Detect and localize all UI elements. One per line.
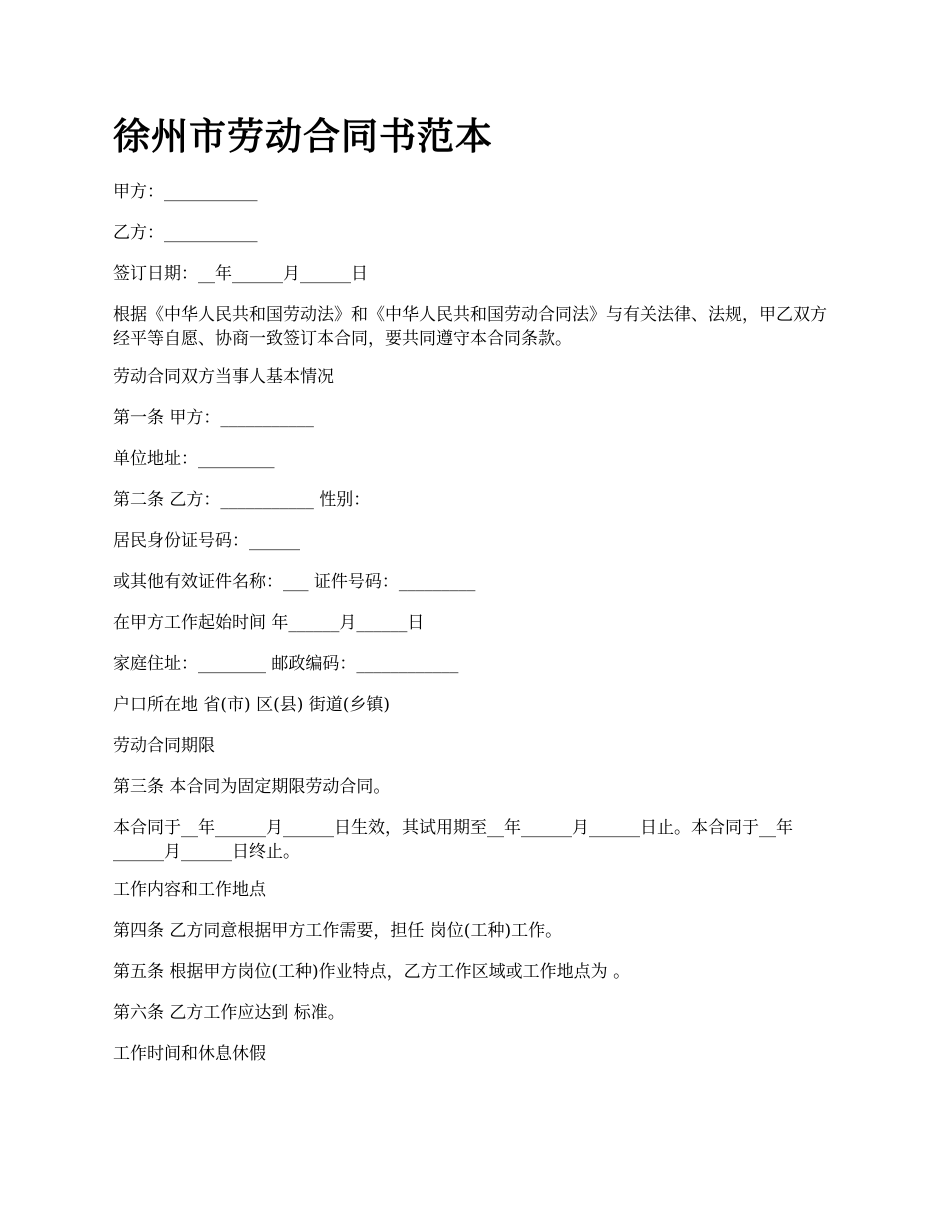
section-heading-hours: 工作时间和休息休假 (113, 1044, 266, 1064)
id-number-line: 居民身份证号码：______ (113, 531, 300, 551)
contract-period-paragraph: 本合同于__年______月______日生效，其试用期至__年______月______日止。本合同于__年______月______日终止。 (113, 818, 793, 862)
article-2-line: 第二条 乙方：___________ 性别： (113, 490, 371, 510)
document-title: 徐州市劳动合同书范本 (113, 114, 493, 158)
home-address-line: 家庭住址：________ 邮政编码：____________ (113, 654, 459, 674)
household-registration-line: 户口所在地 省(市) 区(县) 街道(乡镇) (113, 695, 391, 715)
article-5-line: 第五条 根据甲方岗位(工种)作业特点，乙方工作区域或工作地点为 。 (113, 962, 631, 982)
signing-date-line: 签订日期：__年______月______日 (113, 264, 368, 284)
start-date-line: 在甲方工作起始时间 年______月______日 (113, 613, 425, 633)
section-heading-term: 劳动合同期限 (113, 736, 215, 756)
article-3-line: 第三条 本合同为固定期限劳动合同。 (113, 777, 391, 797)
article-6-line: 第六条 乙方工作应达到 标准。 (113, 1003, 345, 1023)
party-b-line: 乙方：___________ (113, 223, 258, 243)
article-4-line: 第四条 乙方同意根据甲方工作需要，担任 岗位(工种)工作。 (113, 921, 563, 941)
party-a-line: 甲方：___________ (113, 182, 258, 202)
other-id-line: 或其他有效证件名称：___ 证件号码：_________ (113, 572, 476, 592)
article-1-line: 第一条 甲方：___________ (113, 408, 314, 428)
section-heading-parties: 劳动合同双方当事人基本情况 (113, 367, 334, 387)
preamble-paragraph: 根据《中华人民共和国劳动法》和《中华人民共和国劳动合同法》与有关法律、法规，甲乙双方经平等自愿、协商一致签订本合同，要共同遵守本合同条款。 (113, 305, 827, 349)
section-heading-work: 工作内容和工作地点 (113, 880, 266, 900)
employer-address-line: 单位地址：_________ (113, 449, 275, 469)
